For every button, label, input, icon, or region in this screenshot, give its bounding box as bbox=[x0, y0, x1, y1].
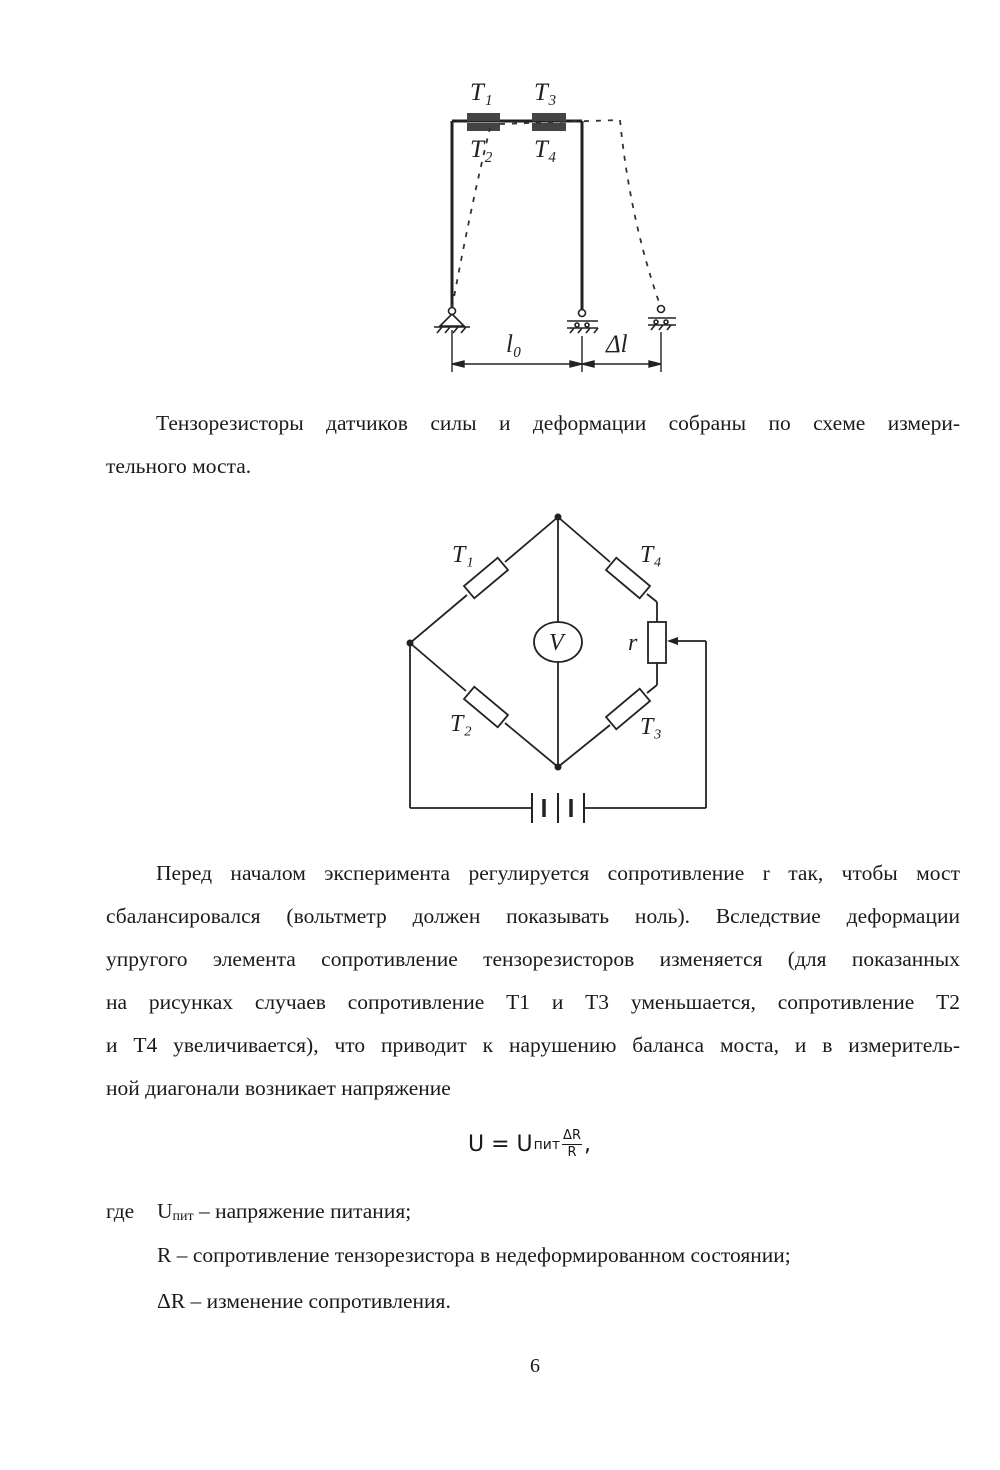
text-line: Тензорезисторы датчиков силы и деформации собраны по схеме измери- bbox=[156, 411, 960, 435]
paragraph-2 bbox=[106, 852, 960, 1110]
bridge-label-t4: T₄ bbox=[640, 542, 662, 568]
definition-item bbox=[157, 1286, 451, 1316]
text-line: упругого элемента сопротивление тензорезисторов изменяется (для показанных bbox=[106, 947, 960, 971]
voltage-formula bbox=[468, 1128, 591, 1161]
label-delta-l: Δl bbox=[606, 331, 628, 358]
frame-diagram bbox=[0, 0, 1000, 400]
bridge-label-t2: T₂ bbox=[450, 711, 472, 737]
gauge-t1 bbox=[467, 113, 500, 121]
battery bbox=[532, 793, 584, 823]
definition-text: – напряжение питания; bbox=[193, 1199, 412, 1223]
variable-resistor-r bbox=[648, 622, 666, 663]
definition-text: – сопротивление тензорезистора в недеформированном состоянии; bbox=[171, 1243, 791, 1267]
text-line: на рисунках случаев сопротивление Т1 и Т3 уменьшается, сопротивление Т2 bbox=[106, 990, 960, 1014]
formula-tail: , bbox=[583, 1132, 591, 1157]
text-line: тельного моста. bbox=[106, 454, 252, 478]
where-label: где bbox=[106, 1199, 135, 1223]
text-line: сбалансировался (вольтметр должен показывать ноль). Вследствие деформации bbox=[106, 904, 960, 928]
label-t1: T₁ bbox=[470, 79, 493, 106]
formula-fraction bbox=[562, 1128, 582, 1161]
text-line: и Т4 увеличивается), что приводит к нарушению баланса моста, и в измеритель- bbox=[106, 1033, 960, 1057]
definition-subscript: пит bbox=[172, 1209, 194, 1224]
label-t2: T₂ bbox=[470, 136, 493, 163]
bridge-label-t1: T₁ bbox=[452, 542, 474, 568]
formula-subscript: пит bbox=[533, 1136, 561, 1153]
definition-text: – изменение сопротивления. bbox=[185, 1289, 451, 1313]
text-line: Перед началом эксперимента регулируется сопротивление r так, чтобы мост bbox=[156, 861, 960, 885]
bridge-diagram bbox=[0, 505, 1000, 835]
bridge-label-r: r bbox=[628, 630, 638, 656]
label-t3: T₃ bbox=[534, 79, 557, 106]
label-t4: T₄ bbox=[534, 136, 557, 163]
definition-symbol: ΔR bbox=[157, 1289, 186, 1313]
definition-item bbox=[157, 1196, 411, 1232]
label-l0: l₀ bbox=[506, 331, 522, 358]
page-number: 6 bbox=[530, 1355, 540, 1377]
gauge-t4 bbox=[532, 123, 566, 131]
gauge-t2 bbox=[467, 123, 500, 131]
definition-symbol: U bbox=[157, 1199, 173, 1223]
definition-symbol: R bbox=[157, 1243, 172, 1267]
text-line: ной диагонали возникает напряжение bbox=[106, 1076, 451, 1100]
bridge-label-v: V bbox=[549, 630, 564, 656]
gauge-t3 bbox=[532, 113, 566, 121]
formula-numerator: ΔR bbox=[563, 1128, 581, 1143]
formula-lhs: U = U bbox=[468, 1132, 533, 1157]
formula-denominator: R bbox=[567, 1145, 577, 1160]
paragraph-1 bbox=[106, 402, 960, 488]
bridge-label-t3: T₃ bbox=[640, 714, 662, 740]
definition-item bbox=[157, 1240, 791, 1270]
